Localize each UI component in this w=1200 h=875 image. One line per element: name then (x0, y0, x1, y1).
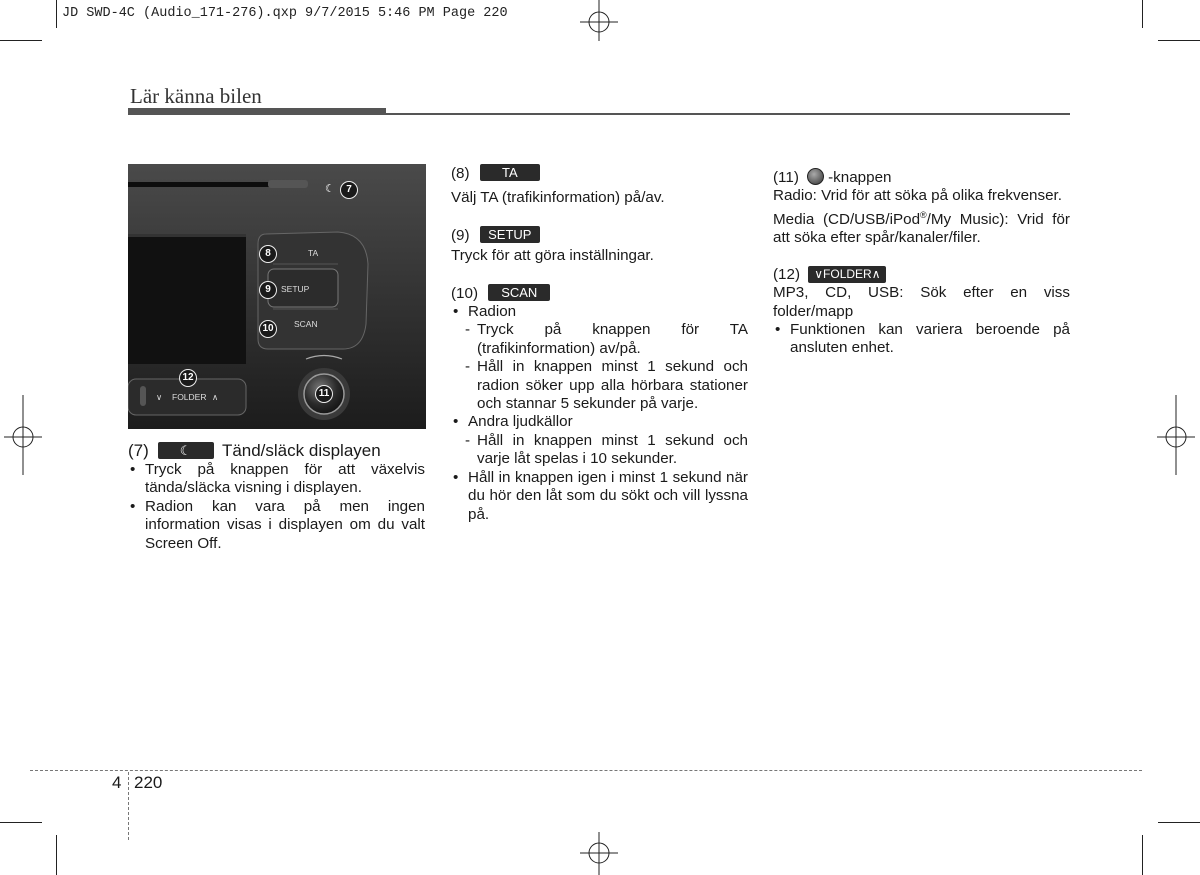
footer-divider (128, 772, 129, 840)
tune-knob-icon (807, 168, 824, 185)
column-2 (451, 164, 748, 524)
scan-button: SCAN (294, 319, 318, 329)
ta-badge: TA (480, 164, 540, 181)
item-11-media: Media (CD/USB/iPod®/My Music): Vrid för att söka efter spår/kanaler/filer. (773, 209, 1070, 247)
callout-11: 11 (316, 386, 332, 402)
sub-list-item: - Tryck på knappen för TA (trafikinformation) av/på. (465, 321, 748, 357)
sub-list-item: - Håll in knappen minst 1 sekund och varje låt spelas i 10 sekunder. (465, 431, 748, 468)
folder-badge: ∨FOLDER∧ (808, 266, 886, 283)
list-item: • Radion (451, 303, 748, 321)
list-item: • Håll in knappen igen i minst 1 sekund när du hör den låt som du sökt och vill lyssna på. (451, 469, 748, 524)
callout-8: 8 (260, 246, 276, 262)
item-9-text: Tryck för att göra inställningar. (451, 247, 654, 265)
audio-unit-illustration (128, 164, 426, 429)
sub-list-item: - Håll in knappen minst 1 sekund och radion söker upp alla hörbara stationer och stannar 5 sekunder på varje. (465, 358, 748, 413)
print-header: JD SWD-4C (Audio_171-276).qxp 9/7/2015 5:46 PM Page 220 (62, 6, 508, 21)
chapter-number: 4 (112, 773, 122, 792)
list-item: • Tryck på knappen för att växelvis tända/släcka visning i displayen. (128, 461, 425, 498)
folder-down-icon: ∨ (156, 392, 163, 402)
footer-rule (30, 770, 1142, 771)
item-9-heading: (9) SETUP (451, 226, 748, 245)
folder-button: FOLDER (172, 392, 207, 402)
item-7-heading: (7) ☾ Tänd/släck displayen (128, 441, 381, 460)
setup-button: SETUP (281, 284, 310, 294)
item-10-heading: (10) SCAN (451, 284, 748, 303)
page-number: 220 (134, 773, 163, 792)
list-item: • Funktionen kan variera beroende på ansluten enhet. (773, 321, 1070, 358)
scan-badge: SCAN (488, 284, 550, 301)
item-8-heading: (8) TA (451, 164, 748, 183)
folder-up-icon: ∧ (212, 392, 219, 402)
item-11-heading: (11) -knappen (773, 169, 892, 186)
list-item: • Andra ljudkällor (451, 413, 748, 431)
ta-button: TA (308, 248, 319, 258)
item-12-heading: (12) ∨FOLDER∧ (773, 266, 1070, 284)
callout-7: 7 (341, 182, 357, 198)
item-12-text: MP3, CD, USB: Sök efter en viss folder/mapp (773, 284, 1070, 320)
column-3 (773, 168, 1070, 358)
header-rule-thick (128, 108, 386, 115)
item-8-text: Välj TA (trafikinformation) på/av. (451, 189, 665, 207)
callout-10: 10 (260, 321, 276, 337)
callout-9: 9 (260, 282, 276, 298)
screen-off-badge: ☾ (158, 442, 214, 459)
setup-badge: SETUP (480, 226, 540, 243)
item-11-radio: Radio: Vrid för att söka på olika frekvenser. (773, 187, 1062, 205)
callout-12: 12 (180, 370, 196, 386)
audio-unit-photo (128, 164, 426, 429)
column-1 (128, 441, 425, 553)
moon-icon: ☾ (325, 183, 335, 195)
header-rule-thin (386, 113, 1070, 115)
list-item: • Radion kan vara på men ingen information visas i displayen om du valt Screen Off. (128, 498, 425, 553)
section-title: Lär känna bilen (130, 84, 262, 108)
